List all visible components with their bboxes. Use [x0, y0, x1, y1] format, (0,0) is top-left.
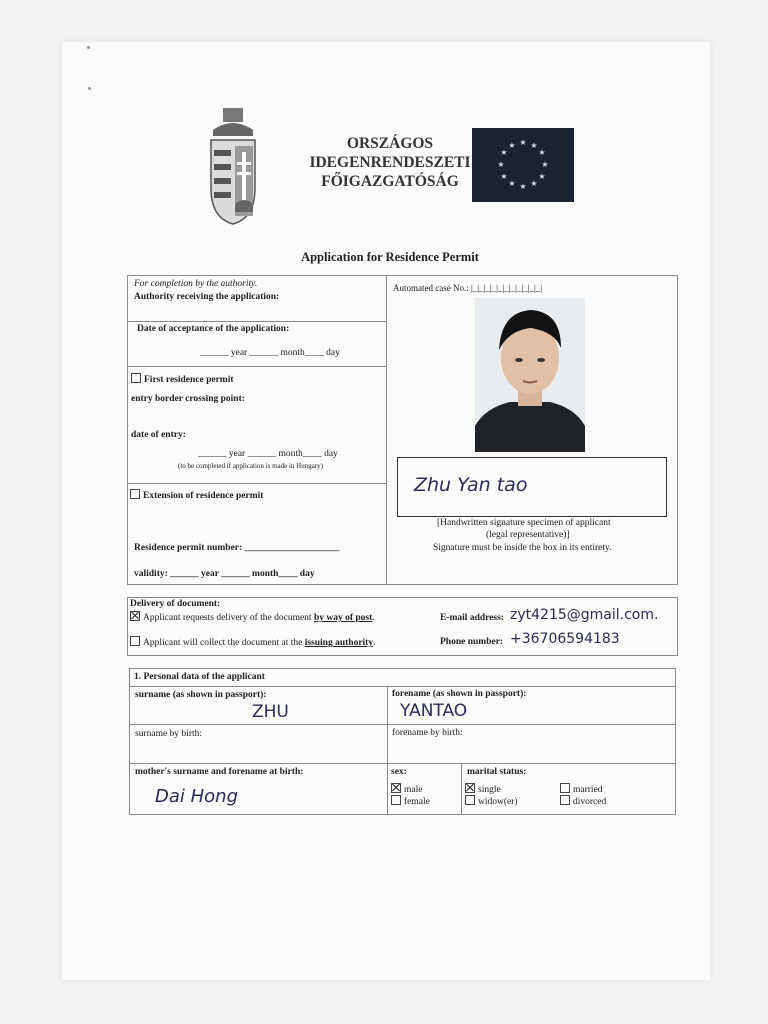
- extension-option[interactable]: [130, 489, 263, 501]
- delivery-collect-checkbox[interactable]: [130, 636, 140, 646]
- svg-text:★: ★: [538, 148, 546, 157]
- surname-label: surname (as shown in passport):: [135, 690, 267, 700]
- applicant-photo: [475, 298, 585, 452]
- marital-widow-checkbox[interactable]: [465, 795, 475, 805]
- delivery-collect-text: Applicant will collect the document at the: [143, 638, 305, 648]
- border-point-label: entry border crossing point:: [131, 394, 245, 404]
- svg-text:★: ★: [541, 160, 549, 169]
- svg-text:★: ★: [538, 172, 546, 181]
- signature-caption: [Handwritten signature specimen of applicant: [437, 518, 611, 528]
- phone-label: Phone number:: [440, 637, 504, 647]
- sex-female-checkbox[interactable]: [391, 795, 401, 805]
- extension-checkbox[interactable]: [130, 489, 140, 499]
- first-permit-label: First residence permit: [144, 375, 234, 385]
- scan-speck: [87, 46, 90, 49]
- delivery-heading: Delivery of document:: [130, 599, 221, 609]
- mother-name-value[interactable]: Dai Hong: [155, 786, 238, 807]
- handwritten-signature: Zhu Yan tao: [414, 474, 528, 496]
- hungarian-coat-of-arms-icon: [205, 108, 261, 226]
- marital-divorced-label: divorced: [573, 797, 607, 807]
- forename-value[interactable]: YANTAO: [400, 701, 468, 721]
- signature-caption: Signature must be inside the box in its entirety.: [433, 543, 612, 553]
- personal-data-heading: 1. Personal data of the applicant: [134, 672, 265, 682]
- entry-date-note: (to be completed if application is made in Hungary): [178, 462, 324, 470]
- eu-flag-icon: [472, 128, 574, 202]
- marital-single-label: single: [478, 785, 501, 795]
- svg-text:★: ★: [530, 141, 538, 150]
- first-permit-option[interactable]: [131, 373, 234, 385]
- permit-number-label: Residence permit number: ____________________: [134, 543, 340, 553]
- delivery-post-text: Applicant requests delivery of the document: [143, 613, 314, 623]
- agency-line: ORSZÁGOS: [346, 135, 434, 152]
- agency-name: [280, 134, 500, 191]
- svg-text:★: ★: [508, 179, 516, 188]
- divider: [127, 321, 387, 322]
- phone-value[interactable]: +36706594183: [510, 631, 620, 647]
- svg-text:★: ★: [508, 141, 516, 150]
- for-completion-note: For completion by the authority.: [134, 279, 258, 289]
- agency-line: IDEGENRENDESZETI: [309, 154, 471, 171]
- divider: [127, 366, 387, 367]
- delivery-post-option[interactable]: [130, 611, 375, 623]
- svg-text:★: ★: [500, 172, 508, 181]
- acceptance-date-line: ______ year ______ month____ day: [200, 348, 340, 358]
- forename-by-birth-label: forename by birth:: [392, 728, 463, 738]
- divider: [387, 686, 388, 814]
- delivery-collect-end: .: [373, 638, 376, 648]
- sex-female-label: female: [404, 797, 430, 807]
- sex-male-option[interactable]: [391, 783, 422, 795]
- forename-label: forename (as shown in passport):: [392, 689, 527, 699]
- svg-text:★: ★: [519, 138, 527, 147]
- email-label: E-mail address:: [440, 613, 504, 623]
- marital-widow-label: widow(er): [478, 797, 518, 807]
- validity-line: validity: ______ year ______ month____ day: [134, 569, 315, 579]
- date-of-entry-label: date of entry:: [131, 430, 186, 440]
- delivery-post-end: .: [372, 613, 375, 623]
- svg-text:★: ★: [500, 148, 508, 157]
- email-value[interactable]: zyt4215@gmail.com.: [510, 607, 659, 623]
- marital-single-checkbox[interactable]: [465, 783, 475, 793]
- sex-female-option[interactable]: [391, 795, 430, 807]
- sex-male-checkbox[interactable]: [391, 783, 401, 793]
- sex-label: sex:: [391, 767, 407, 777]
- first-permit-checkbox[interactable]: [131, 373, 141, 383]
- divider: [127, 483, 387, 484]
- delivery-collect-emph: issuing authority: [304, 638, 374, 648]
- sex-male-label: male: [404, 785, 423, 795]
- divider: [129, 686, 675, 687]
- case-number-label: Automated case No.: |_|_|_|_|_|_|_|_|_|_|_|: [393, 283, 543, 293]
- marital-married-label: married: [573, 785, 603, 795]
- marital-married-checkbox[interactable]: [560, 783, 570, 793]
- svg-text:★: ★: [519, 182, 527, 191]
- delivery-post-emph: by way of post: [313, 613, 373, 623]
- mother-name-label: mother's surname and forename at birth:: [135, 767, 304, 777]
- scan-speck: [88, 87, 91, 90]
- entry-date-line: ______ year ______ month____ day: [198, 449, 338, 459]
- acceptance-date-label: Date of acceptance of the application:: [137, 324, 290, 334]
- marital-single-option[interactable]: [465, 783, 501, 795]
- receiving-authority-label: Authority receiving the application:: [134, 292, 280, 302]
- form-title: Application for Residence Permit: [301, 250, 479, 264]
- delivery-collect-option[interactable]: [130, 636, 375, 648]
- agency-line: FŐIGAZGATÓSÁG: [321, 173, 459, 190]
- marital-married-option[interactable]: [560, 783, 603, 795]
- divider: [129, 724, 675, 725]
- surname-value[interactable]: ZHU: [252, 702, 289, 722]
- divider: [129, 763, 675, 764]
- surname-by-birth-label: surname by birth:: [135, 729, 203, 739]
- signature-caption: (legal representative)]: [486, 530, 570, 540]
- svg-text:★: ★: [497, 160, 505, 169]
- extension-label: Extension of residence permit: [143, 491, 264, 501]
- marital-widow-option[interactable]: [465, 795, 518, 807]
- marital-divorced-option[interactable]: [560, 795, 606, 807]
- svg-text:★: ★: [530, 179, 538, 188]
- delivery-post-checkbox[interactable]: [130, 611, 140, 621]
- marital-divorced-checkbox[interactable]: [560, 795, 570, 805]
- marital-status-label: marital status:: [467, 767, 527, 777]
- divider: [461, 763, 462, 814]
